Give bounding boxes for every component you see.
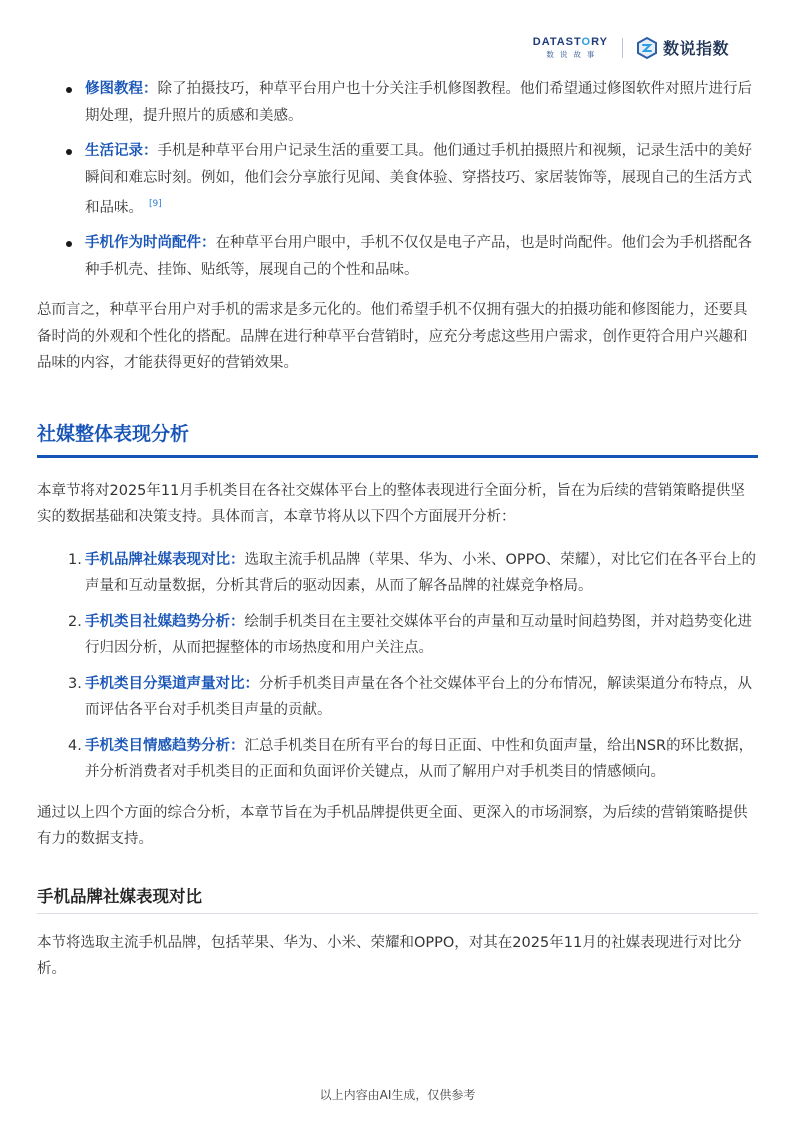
item-number: 4. xyxy=(68,737,82,754)
section-intro: 本章节将对2025年11月手机类目在各社交媒体平台上的整体表现进行全面分析，旨在为后续的营销策略提供坚实的数据基础和决策支持。具体而言，本章节将从以下四个方面展开分析： xyxy=(37,482,745,526)
item-number: 2. xyxy=(68,613,82,630)
numbered-item xyxy=(37,547,758,600)
item-text: 选取主流手机品牌（苹果、华为、小米、OPPO、荣耀），对比它们在各平台上的声量和互动量数据，分析其背后的驱动因素，从而了解各品牌的社媒竞争格局。 xyxy=(85,551,757,595)
bullet-dot xyxy=(66,241,72,247)
bullet-list xyxy=(37,76,758,283)
bullet-label: 手机作为时尚配件： xyxy=(85,235,216,252)
brand-name: 数说指数 xyxy=(662,39,729,58)
datastory-logo xyxy=(533,37,608,59)
numbered-item xyxy=(37,609,758,662)
document-body xyxy=(37,76,758,983)
numbered-list xyxy=(37,547,758,786)
summary-paragraph: 总而言之，种草平台用户对手机的需求是多元化的。他们希望手机不仅拥有强大的拍摄功能和修图能力，还要具备时尚的外观和个性化的搭配。品牌在进行种草平台营销时，应充分考虑这些用户需求，创作更符合用户兴趣和品味的内容，才能获得更好的营销效果。 xyxy=(37,302,748,372)
item-label: 手机品牌社媒表现对比： xyxy=(85,551,245,568)
brand-hexagon-icon xyxy=(637,37,657,59)
subsection-paragraph: 本节将选取主流手机品牌，包括苹果、华为、小米、荣耀和OPPO，对其在2025年11月的社媒表现进行对比分析。 xyxy=(37,934,742,978)
bullet-text: 在种草平台用户眼中，手机不仅仅是电子产品，也是时尚配件。他们会为手机搭配各种手机壳、挂饰、贴纸等，展现自己的个性和品味。 xyxy=(85,235,752,278)
ai-disclaimer-footer: 以上内容由AI生成，仅供参考 xyxy=(319,1088,476,1102)
bullet-text: 除了拍摄技巧，种草平台用户也十分关注手机修图教程。他们希望通过修图软件对照片进行后期处理，提升照片的质感和美感。 xyxy=(85,81,752,124)
item-label: 手机类目社媒趋势分析： xyxy=(85,613,245,630)
subsection-title: 手机品牌社媒表现对比 xyxy=(37,883,758,914)
numbered-item xyxy=(37,733,758,786)
bullet-text: 手机是种草平台用户记录生活的重要工具。他们通过手机拍摄照片和视频，记录生活中的美好瞬间和难忘时刻。例如，他们会分享旅行见闻、美食体验、穿搭技巧、家居装饰等，展现自己的生活方式和品味。 xyxy=(85,143,752,216)
numbered-item xyxy=(37,671,758,724)
item-label: 手机类目情感趋势分析： xyxy=(85,737,245,754)
page-header xyxy=(533,36,729,59)
bullet-dot xyxy=(66,87,72,93)
item-label: 手机类目分渠道声量对比： xyxy=(85,675,259,692)
bullet-label: 生活记录： xyxy=(85,143,158,159)
bullet-label: 修图教程： xyxy=(85,81,158,97)
datastory-logo-cn: 数说故事 xyxy=(546,49,601,59)
item-text: 分析手机类目声量在各个社交媒体平台上的分布情况，解读渠道分布特点，从而评估各平台对手机类目声量的贡献。 xyxy=(85,675,752,719)
item-text: 绘制手机类目在主要社交媒体平台的声量和互动量时间趋势图，并对趋势变化进行归因分析，从而把握整体的市场热度和用户关注点。 xyxy=(85,613,752,657)
bullet-item xyxy=(37,138,758,221)
bullet-item xyxy=(37,230,758,283)
section-outro: 通过以上四个方面的综合分析，本章节旨在为手机品牌提供更全面、更深入的市场洞察，为后续的营销策略提供有力的数据支持。 xyxy=(37,804,748,848)
header-divider xyxy=(622,38,623,58)
datastory-logo-text: DATASTORY xyxy=(532,35,608,48)
section-title: 社媒整体表现分析 xyxy=(37,415,758,458)
item-number: 1. xyxy=(68,551,82,568)
bullet-item xyxy=(37,76,758,129)
item-text: 汇总手机类目在所有平台的每日正面、中性和负面声量，给出NSR的环比数据，并分析消费者对手机类目的正面和负面评价关键点，从而了解用户对手机类目的情感倾向。 xyxy=(85,737,754,781)
brand-logo xyxy=(637,36,729,59)
bullet-dot xyxy=(66,149,72,155)
citation-link[interactable]: [9] xyxy=(149,199,162,209)
item-number: 3. xyxy=(68,675,82,692)
